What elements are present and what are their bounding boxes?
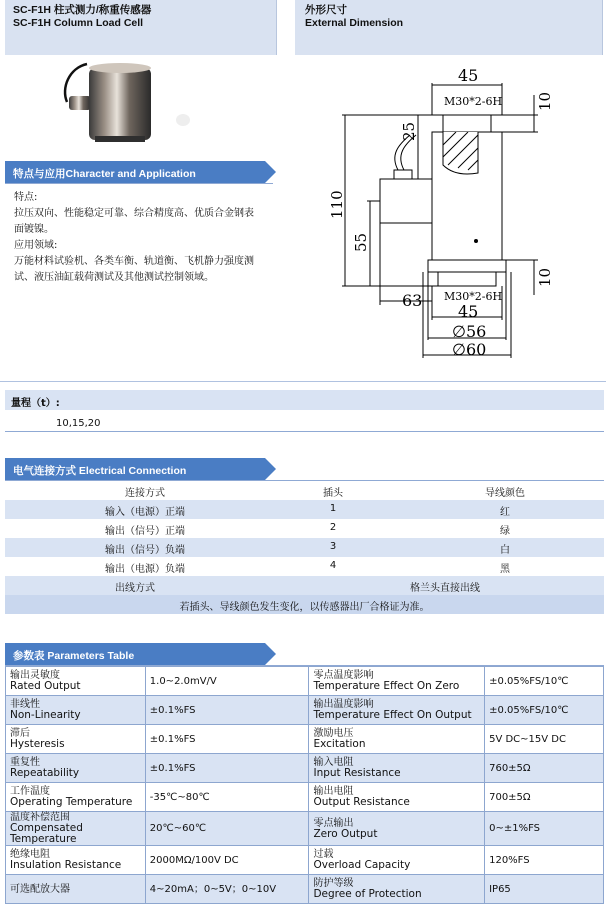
table-row	[6, 875, 604, 904]
param-label-en: Excitation	[313, 738, 366, 750]
model-title-cn: SC-F1H 柱式测力/称重传感器	[13, 4, 152, 16]
plug-number: 3	[329, 541, 337, 552]
application-line-1: 万能材料试验机、各类车衡、轨道衡、飞机静力强度测	[14, 256, 254, 267]
param-value: 4~20mA；0~5V；0~10V	[145, 875, 309, 904]
param-label-en: Degree of Protection	[313, 888, 422, 900]
param-label-cn: 激励电压	[313, 728, 354, 739]
param-label	[309, 875, 485, 904]
wire-color: 红	[500, 507, 510, 518]
param-value: -35℃~80℃	[145, 783, 309, 812]
param-label-en: Temperature Effect On Output	[313, 709, 472, 721]
table-row	[6, 725, 604, 754]
param-label-en: Temperature Effect On Zero	[313, 680, 460, 692]
param-value: 120%FS	[485, 846, 604, 875]
table-row	[5, 519, 604, 538]
param-label-en: 可选配放大器	[10, 883, 70, 895]
wire-color: 绿	[500, 526, 510, 537]
param-label-en: Insulation Resistance	[10, 859, 122, 871]
param-value: ±0.1%FS	[145, 754, 309, 783]
features-line-1: 拉压双向、性能稳定可靠、综合精度高、优质合金钢表	[14, 208, 254, 219]
dim-45-bottom: 45	[458, 302, 479, 321]
electrical-section-title: 电气连接方式 Electrical Connection	[5, 458, 265, 480]
dimension-header	[295, 0, 603, 55]
param-label	[309, 696, 485, 725]
parameters-table	[5, 666, 604, 904]
param-label-cn: 过载	[313, 849, 334, 860]
table-row	[5, 557, 604, 576]
param-label-en: Non-Linearity	[10, 709, 81, 721]
outlet-row	[5, 576, 604, 595]
wire-color: 黑	[500, 564, 510, 575]
table-row	[6, 696, 604, 725]
outlet-label: 出线方式	[115, 583, 155, 594]
param-value: ±0.05%FS/10℃	[485, 696, 604, 725]
col-plug: 插头	[323, 488, 343, 499]
plug-number: 1	[329, 503, 337, 514]
param-label	[309, 812, 485, 846]
character-section-title: 特点与应用Character and Application	[5, 161, 265, 183]
dim-d60: ∅60	[452, 340, 487, 359]
thread-top: M30*2-6H	[444, 95, 503, 108]
range-label-bar	[5, 390, 604, 410]
connection-method: 输入（电源）正端	[105, 507, 185, 518]
param-label-cn: 输出电阻	[313, 786, 354, 797]
table-row	[5, 538, 604, 557]
param-label	[309, 667, 485, 696]
param-value: 5V DC~15V DC	[485, 725, 604, 754]
param-label	[309, 725, 485, 754]
param-label-cn: 输入电阻	[313, 757, 354, 768]
dim-10-top: 10	[536, 91, 554, 111]
param-label	[6, 875, 146, 904]
table-row	[6, 846, 604, 875]
param-label-en: Output Resistance	[313, 796, 410, 808]
param-label-cn: 温度补偿范围	[10, 812, 70, 823]
character-text	[14, 190, 284, 286]
param-label-en: Compensated Temperature	[10, 822, 83, 845]
param-value: IP65	[485, 875, 604, 904]
connection-method: 输出（电源）负端	[105, 564, 185, 575]
range-top-rule	[0, 381, 606, 382]
param-label	[309, 846, 485, 875]
param-label	[309, 783, 485, 812]
param-value: 760±5Ω	[485, 754, 604, 783]
model-title-en: SC-F1H Column Load Cell	[13, 17, 144, 29]
param-label	[6, 812, 146, 846]
plug-number: 2	[329, 522, 337, 533]
dim-55: 55	[352, 232, 370, 252]
dimension-drawing	[290, 55, 611, 375]
param-value: ±0.05%FS/10℃	[485, 667, 604, 696]
param-label-en: Zero Output	[313, 827, 378, 840]
param-value: 2000MΩ/100V DC	[145, 846, 309, 875]
param-value: 20℃~60℃	[145, 812, 309, 846]
table-row	[6, 812, 604, 846]
dim-10-bottom: 10	[536, 267, 554, 287]
table-row	[6, 667, 604, 696]
param-label-cn: 滞后	[10, 728, 30, 739]
table-row	[6, 783, 604, 812]
dim-45-top: 45	[458, 66, 479, 85]
range-bottom-rule	[5, 431, 604, 432]
param-label	[6, 725, 146, 754]
dim-d56: ∅56	[452, 322, 487, 341]
param-label-cn: 非线性	[10, 699, 40, 710]
application-line-2: 试、液压油缸载荷测试及其他测试控制领域。	[14, 272, 214, 283]
note-row	[5, 595, 604, 614]
param-label	[309, 754, 485, 783]
param-label-cn: 重复性	[10, 757, 40, 768]
character-rule	[5, 183, 273, 184]
param-label	[6, 754, 146, 783]
param-label-cn: 输出灵敏度	[10, 670, 60, 681]
col-wire-color: 导线颜色	[485, 488, 525, 499]
dimension-title-en: External Dimension	[305, 17, 404, 29]
features-line-2: 面镀镍。	[14, 224, 54, 235]
param-label-en: Input Resistance	[313, 767, 401, 779]
range-label: 量程（t）:	[11, 398, 60, 409]
param-value: 1.0~2.0mV/V	[145, 667, 309, 696]
param-label	[6, 667, 146, 696]
params-section-title: 参数表 Parameters Table	[5, 643, 265, 665]
range-value: 10,15,20	[56, 418, 101, 429]
dim-25: 25	[400, 121, 418, 141]
param-label	[6, 783, 146, 812]
table-row	[6, 754, 604, 783]
param-label-en: Operating Temperature	[10, 796, 133, 808]
param-value: ±0.1%FS	[145, 696, 309, 725]
table-row	[5, 500, 604, 519]
param-label-en: Repeatability	[10, 767, 80, 779]
features-label: 特点:	[14, 192, 38, 203]
param-label-cn: 工作温度	[10, 786, 50, 797]
dim-110: 110	[328, 190, 346, 219]
thread-bottom: M30*2-6H	[444, 290, 503, 303]
param-label-cn: 零点温度影响	[313, 670, 374, 681]
param-label-cn: 零点输出	[313, 817, 354, 829]
model-header	[5, 0, 277, 55]
electrical-header-row	[5, 481, 604, 500]
param-label-en: Rated Output	[10, 680, 81, 692]
col-connection: 连接方式	[125, 488, 165, 499]
param-label-cn: 输出温度影响	[313, 699, 374, 710]
param-label-cn: 绝缘电阻	[10, 849, 50, 860]
wire-color: 白	[500, 545, 510, 556]
plug-number: 4	[329, 560, 337, 571]
dimension-title-cn: 外形尺寸	[305, 4, 347, 16]
param-value: ±0.1%FS	[145, 725, 309, 754]
param-value: 0~±1%FS	[485, 812, 604, 846]
param-value: 700±5Ω	[485, 783, 604, 812]
connection-method: 输出（信号）负端	[105, 545, 185, 556]
param-label-en: Overload Capacity	[313, 859, 411, 871]
param-label	[6, 696, 146, 725]
dim-63: 63	[402, 291, 423, 310]
product-photo	[55, 58, 205, 148]
connection-method: 输出（信号）正端	[105, 526, 185, 537]
param-label-cn: 防护等级	[313, 878, 354, 889]
param-label	[6, 846, 146, 875]
param-label-en: Hysteresis	[10, 738, 65, 750]
electrical-note: 若插头、导线颜色发生变化，以传感器出厂合格证为准。	[179, 602, 430, 613]
outlet-value: 格兰头直接出线	[410, 583, 480, 594]
application-label: 应用领域:	[14, 240, 58, 251]
